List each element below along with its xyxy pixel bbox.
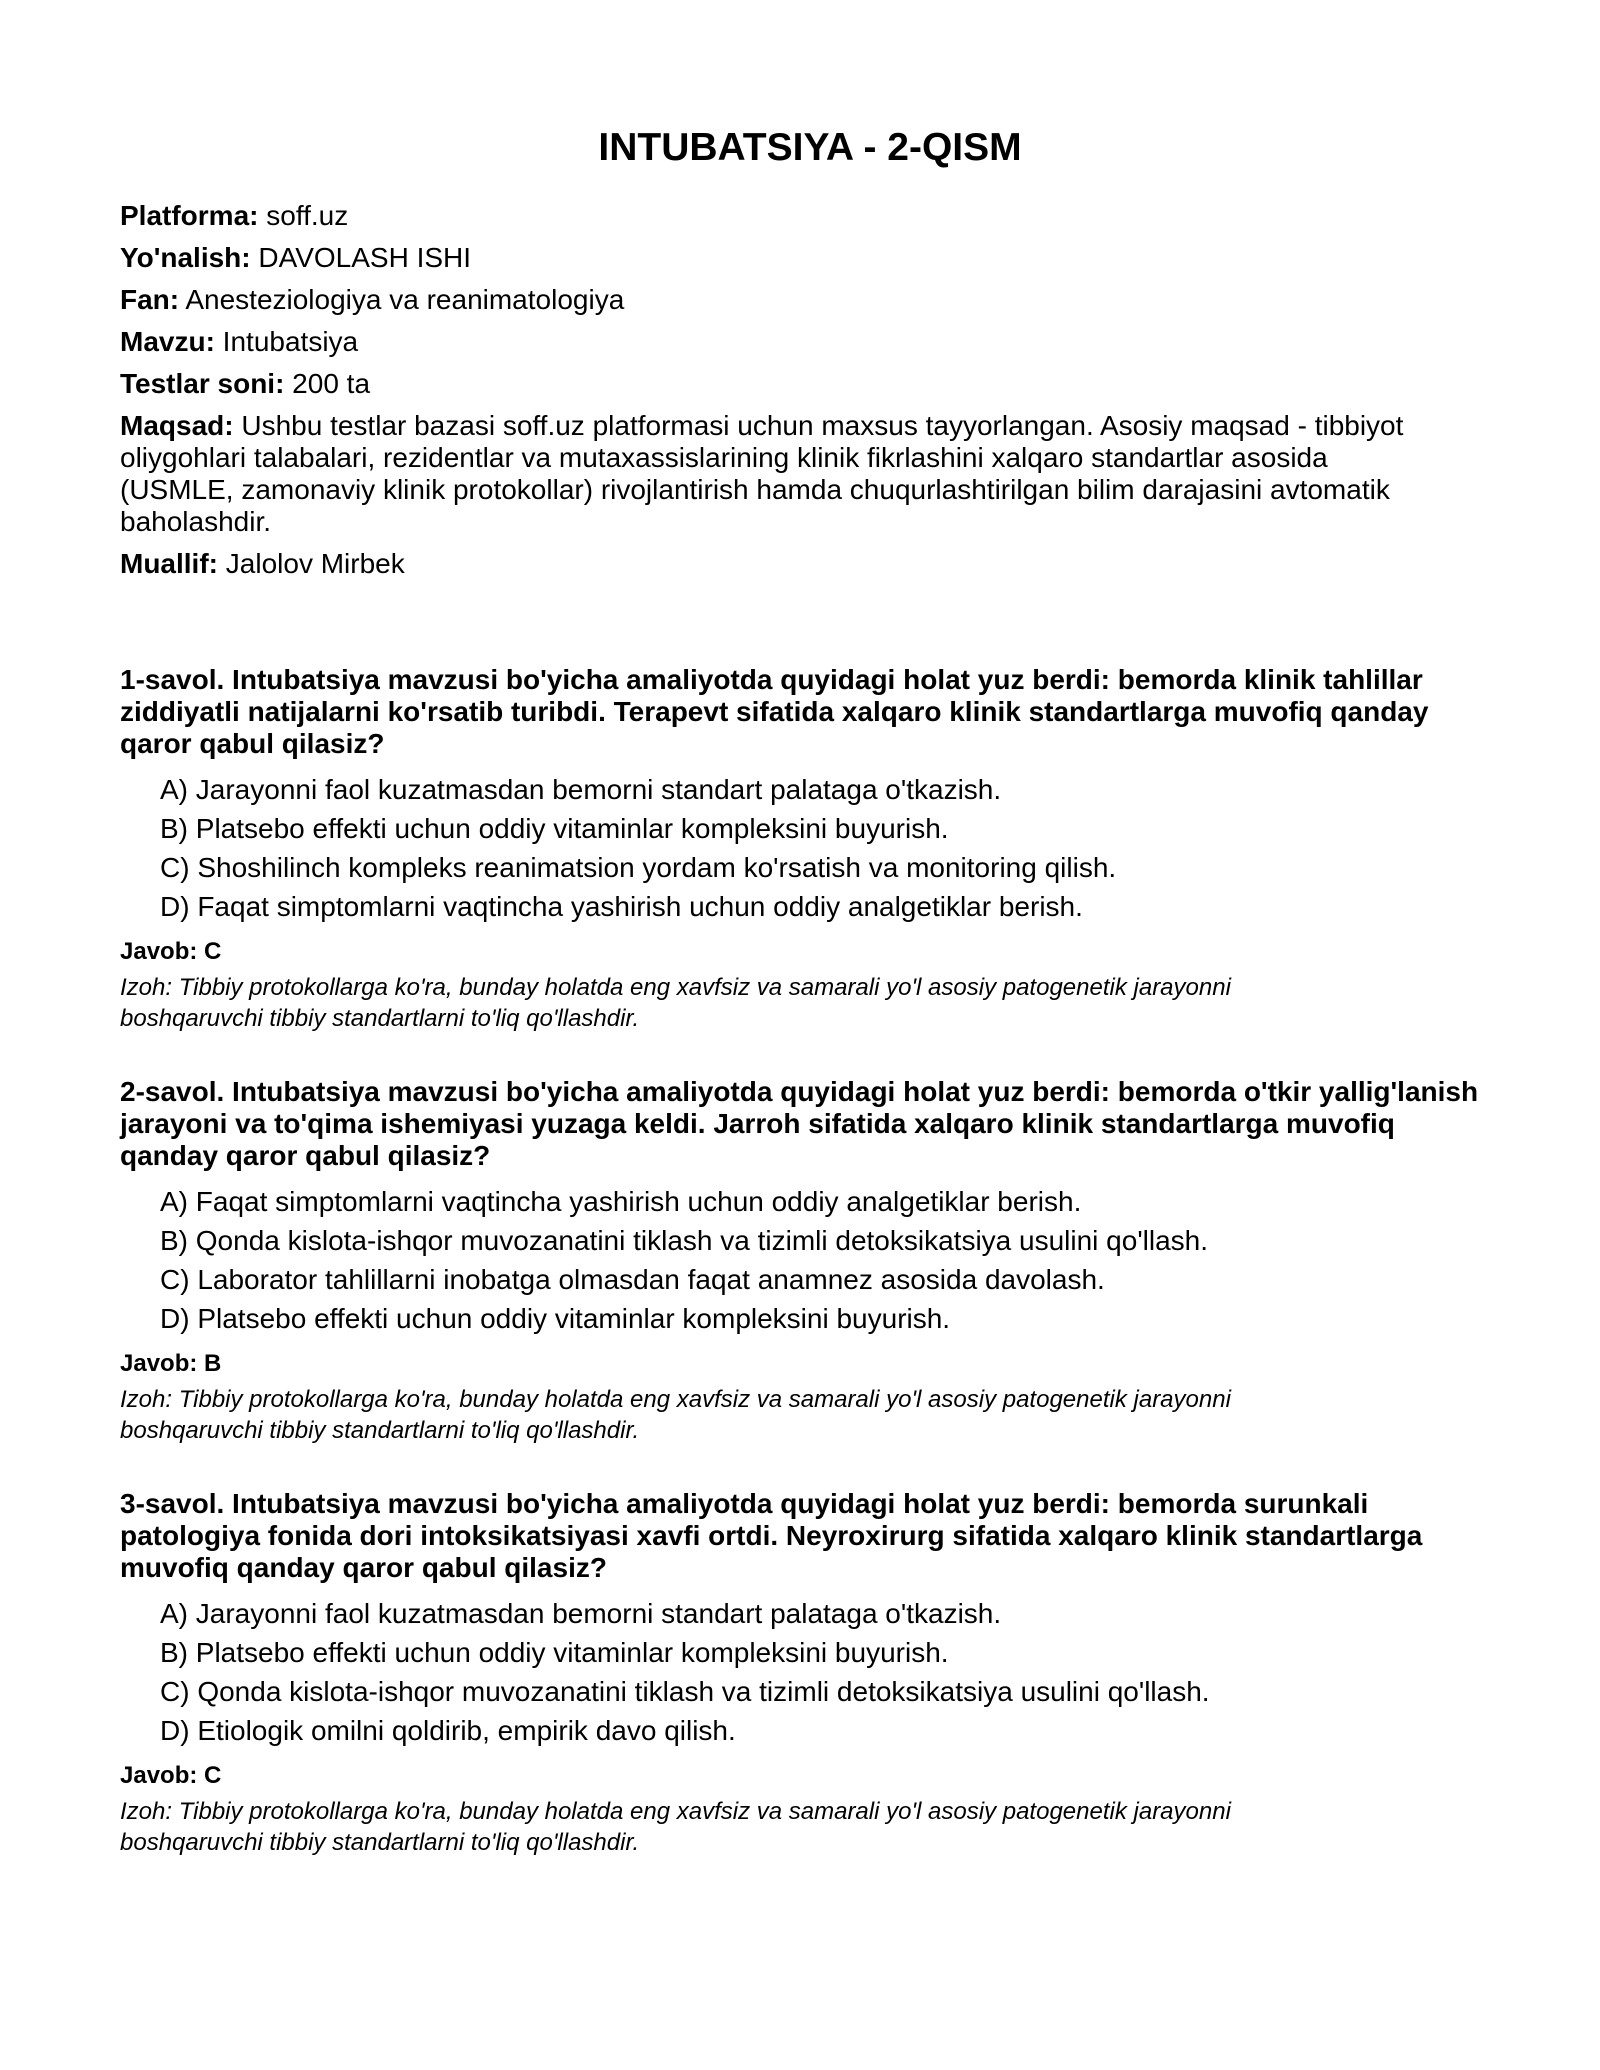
option-d: D) Etiologik omilni qoldirib, empirik davo qilish. xyxy=(160,1715,736,1746)
meta-key: Testlar soni: xyxy=(120,368,285,399)
question-text: 1-savol. Intubatsiya mavzusi bo'yicha amaliyotda quyidagi holat yuz berdi: bemorda klinik tahlillar ziddiyatli natijalarni ko'rsatib turibdi. Terapevt sifatida xalqaro klinik standartlarga muvofiq qanday qaror qabul qilasiz? xyxy=(120,664,1429,759)
meta-value: Intubatsiya xyxy=(214,326,359,357)
meta-key: Mavzu: xyxy=(120,326,215,357)
option-a: A) Faqat simptomlarni vaqtincha yashirish uchun oddiy analgetiklar berish. xyxy=(160,1186,1082,1217)
meta-value: Ushbu testlar bazasi soff.uz platformasi uchun maxsus tayyorlangan. Asosiy maqsad - tibbiyot oliygohlari talabalari, rezidentlar va mutaxassislarining klinik fikrlashini xalqaro standartlar asosida (USMLE, zamonaviy klinik protokollar) rivojlantirish hamda chuqurlashtirilgan bilim darajasini avtomatik baholashdir. xyxy=(120,410,1404,537)
option-list xyxy=(120,1182,1500,1338)
answer-label: Javob: B xyxy=(120,1350,222,1377)
meta-platform xyxy=(120,200,1440,232)
question-text: 2-savol. Intubatsiya mavzusi bo'yicha amaliyotda quyidagi holat yuz berdi: bemorda o'tkir yallig'lanish jarayoni va to'qima ishemiyasi yuzaga keldi. Jarroh sifatida xalqaro klinik standartlarga muvofiq qanday qaror qabul qilasiz? xyxy=(120,1076,1479,1171)
meta-value: 200 ta xyxy=(284,368,371,399)
question-item xyxy=(120,664,1500,1034)
document-page xyxy=(120,118,1500,1900)
option-b: B) Platsebo effekti uchun oddiy vitaminlar kompleksini buyurish. xyxy=(160,1637,949,1668)
option-b: B) Qonda kislota-ishqor muvozanatini tiklash va tizimli detoksikatsiya usulini qo'llash. xyxy=(160,1225,1209,1256)
meta-direction xyxy=(120,242,1440,274)
explanation-text: Izoh: Tibbiy protokollarga ko'ra, bunday holatda eng xavfsiz va samarali yo'l asosiy patogenetik jarayonni boshqaruvchi tibbiy standartlarni to'liq qo'llashdir. xyxy=(120,974,1231,1032)
meta-block xyxy=(120,200,1500,580)
question-text: 3-savol. Intubatsiya mavzusi bo'yicha amaliyotda quyidagi holat yuz berdi: bemorda surunkali patologiya fonida dori intoksikatsiyasi xavfi ortdi. Neyroxirurg sifatida xalqaro klinik standartlarga muvofiq qanday qaror qabul qilasiz? xyxy=(120,1488,1423,1583)
question-item xyxy=(120,1076,1500,1446)
explanation-text: Izoh: Tibbiy protokollarga ko'ra, bunday holatda eng xavfsiz va samarali yo'l asosiy patogenetik jarayonni boshqaruvchi tibbiy standartlarni to'liq qo'llashdir. xyxy=(120,1386,1231,1444)
option-d: D) Platsebo effekti uchun oddiy vitaminlar kompleksini buyurish. xyxy=(160,1303,951,1334)
meta-key: Platforma: xyxy=(120,200,259,231)
meta-topic xyxy=(120,326,1440,358)
meta-subject xyxy=(120,284,1440,316)
meta-author xyxy=(120,548,1440,580)
answer-label: Javob: C xyxy=(120,1762,222,1789)
option-c: C) Qonda kislota-ishqor muvozanatini tiklash va tizimli detoksikatsiya usulini qo'llash. xyxy=(160,1676,1210,1707)
explanation-text: Izoh: Tibbiy protokollarga ko'ra, bunday holatda eng xavfsiz va samarali yo'l asosiy patogenetik jarayonni boshqaruvchi tibbiy standartlarni to'liq qo'llashdir. xyxy=(120,1798,1231,1856)
option-c: C) Laborator tahlillarni inobatga olmasdan faqat anamnez asosida davolash. xyxy=(160,1264,1105,1295)
option-list xyxy=(120,1594,1500,1750)
meta-value: Jalolov Mirbek xyxy=(218,548,405,579)
meta-key: Muallif: xyxy=(120,548,218,579)
document-title: INTUBATSIYA - 2-QISM xyxy=(598,126,1022,169)
question-list xyxy=(120,664,1500,1858)
option-a: A) Jarayonni faol kuzatmasdan bemorni standart palataga o'tkazish. xyxy=(160,1598,1002,1629)
option-b: B) Platsebo effekti uchun oddiy vitaminlar kompleksini buyurish. xyxy=(160,813,949,844)
meta-purpose xyxy=(120,410,1440,538)
meta-value: soff.uz xyxy=(258,200,349,231)
meta-value: DAVOLASH ISHI xyxy=(250,242,472,273)
meta-test-count xyxy=(120,368,1440,400)
option-c: C) Shoshilinch kompleks reanimatsion yordam ko'rsatish va monitoring qilish. xyxy=(160,852,1117,883)
option-d: D) Faqat simptomlarni vaqtincha yashirish uchun oddiy analgetiklar berish. xyxy=(160,891,1083,922)
meta-key: Fan: xyxy=(120,284,180,315)
answer-label: Javob: C xyxy=(120,938,222,965)
meta-value: Anesteziologiya va reanimatologiya xyxy=(179,284,625,315)
meta-key: Maqsad: xyxy=(120,410,234,441)
option-list xyxy=(120,770,1500,926)
option-a: A) Jarayonni faol kuzatmasdan bemorni standart palataga o'tkazish. xyxy=(160,774,1002,805)
question-item xyxy=(120,1488,1500,1858)
meta-key: Yo'nalish: xyxy=(120,242,251,273)
